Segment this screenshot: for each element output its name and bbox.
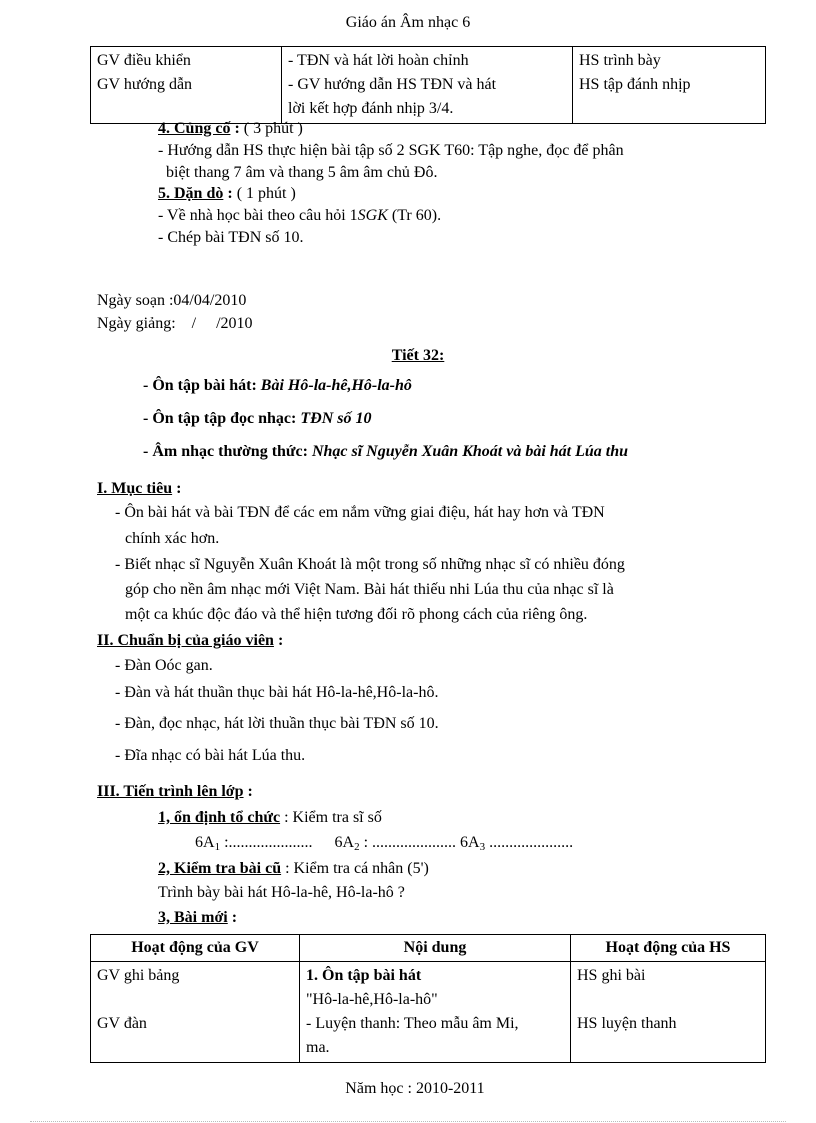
activity-noi-dung-cell bbox=[300, 962, 571, 1063]
muc-tieu-heading: I. Mục tiêu bbox=[97, 480, 173, 497]
activity-hs-line bbox=[577, 988, 759, 1012]
muc-tieu-line: một ca khúc độc đáo và thể hiện tương đối rõ phong cách của riêng ông. bbox=[125, 606, 588, 623]
header-hs: Hoạt động của HS bbox=[571, 935, 766, 962]
class-name: 6A bbox=[460, 834, 480, 851]
dan-do-line1-italic: SGK bbox=[357, 207, 388, 224]
top-col1-line: GV điều khiển bbox=[97, 52, 191, 69]
activity-gv-cell bbox=[91, 962, 300, 1063]
top-table-col3 bbox=[573, 47, 766, 124]
top-col2-line: lời kết hợp đánh nhịp 3/4. bbox=[288, 100, 454, 117]
muc-tieu-line: - Biết nhạc sĩ Nguyễn Xuân Khoát là một trong số những nhạc sĩ có nhiều đóng bbox=[115, 556, 625, 573]
dan-do-line1 bbox=[158, 207, 441, 225]
activity-hs-line: HS luyện thanh bbox=[577, 1015, 677, 1032]
page-header bbox=[0, 14, 816, 32]
activity-table bbox=[90, 934, 766, 1063]
lesson-item bbox=[143, 377, 412, 395]
chuan-bi-line: - Đàn và hát thuần thục bài hát Hô-la-hê,Hô-la-hô. bbox=[115, 684, 439, 701]
table-row bbox=[91, 962, 766, 1063]
cung-co-line: - Hướng dẫn HS thực hiện bài tập số 2 SGK T60: Tập nghe, đọc để phân bbox=[158, 142, 624, 159]
chuan-bi-suffix: : bbox=[273, 632, 284, 649]
activity-noi-dung-title: 1. Ôn tập bài hát bbox=[306, 967, 422, 984]
header-gv: Hoạt động của GV bbox=[91, 935, 300, 962]
class-dots: ..................... bbox=[485, 834, 574, 851]
activity-gv-line: GV đàn bbox=[97, 1015, 147, 1032]
top-col2-line: - GV hướng dẫn HS TĐN và hát bbox=[288, 76, 497, 93]
dan-do-line1-pre: - Về nhà học bài theo câu hỏi 1 bbox=[158, 207, 358, 224]
ngay-soan: Ngày soạn :04/04/2010 bbox=[97, 292, 247, 309]
chuan-bi-line: - Đàn Oóc gan. bbox=[115, 657, 213, 674]
dan-do-line2: - Chép bài TĐN số 10. bbox=[158, 229, 304, 246]
cung-co-duration-text: ( 3 phút ) bbox=[239, 120, 303, 137]
tien-trinh-heading: III. Tiến trình lên lớp bbox=[97, 783, 244, 800]
activity-noi-dung-line: "Hô-la-hê,Hô-la-hô" bbox=[306, 991, 438, 1008]
tien-trinh-suffix: : bbox=[243, 783, 253, 800]
muc-tieu-line: góp cho nền âm nhạc mới Việt Nam. Bài hát thiếu nhi Lúa thu của nhạc sĩ là bbox=[125, 581, 614, 598]
cung-co-colon: : bbox=[230, 120, 240, 137]
top-table-col1 bbox=[91, 47, 282, 124]
kiem-tra-question: Trình bày bài hát Hô-la-hê, Hô-la-hô ? bbox=[158, 884, 405, 901]
lesson-item-label: - Âm nhạc thường thức: bbox=[143, 443, 312, 460]
lesson-item-value: Bài Hô-la-hê,Hô-la-hô bbox=[260, 377, 412, 394]
on-dinh-row bbox=[158, 809, 382, 827]
activity-hs-cell bbox=[571, 962, 766, 1063]
class-sub: 3 bbox=[479, 841, 486, 853]
kiem-tra-row bbox=[158, 860, 429, 878]
chuan-bi-heading: II. Chuẩn bị của giáo viên bbox=[97, 632, 274, 649]
kiem-tra-text: : Kiểm tra cá nhân (5') bbox=[281, 860, 429, 877]
activity-noi-dung-line: ma. bbox=[306, 1039, 330, 1056]
cung-co-line: biệt thang 7 âm và thang 5 âm âm chủ Đô. bbox=[166, 164, 438, 181]
on-dinh-text: : Kiểm tra sĩ số bbox=[280, 809, 382, 826]
tien-trinh-heading-row bbox=[97, 783, 253, 801]
lesson-item-value: Nhạc sĩ Nguyễn Xuân Khoát và bài hát Lúa thu bbox=[311, 443, 629, 460]
class-dots: :..................... bbox=[220, 834, 313, 851]
dan-do-line1-post: (Tr 60). bbox=[387, 207, 442, 224]
ngay-giang: Ngày giảng: / /2010 bbox=[97, 315, 253, 332]
footer-divider bbox=[30, 1121, 786, 1122]
lesson-item-value: TĐN số 10 bbox=[300, 410, 372, 427]
top-col3-line: HS trình bày bbox=[579, 52, 661, 69]
class-sub: 2 bbox=[354, 841, 360, 853]
class-list bbox=[195, 834, 573, 853]
activity-gv-line bbox=[97, 988, 293, 1012]
muc-tieu-heading-row bbox=[97, 480, 181, 498]
lesson-title: Tiết 32: bbox=[391, 347, 445, 364]
lesson-item-label: - Ôn tập bài hát: bbox=[143, 377, 261, 394]
class-dots: : ..................... bbox=[359, 834, 457, 851]
activity-hs-line: HS ghi bài bbox=[577, 967, 646, 984]
header-title: Giáo án Âm nhạc 6 bbox=[345, 14, 471, 31]
class-item bbox=[195, 834, 313, 851]
bai-moi-suffix: : bbox=[227, 909, 238, 926]
activity-gv-line: GV ghi bảng bbox=[97, 967, 180, 984]
dan-do-colon: : bbox=[223, 185, 233, 202]
muc-tieu-line: - Ôn bài hát và bài TĐN để các em nắm vững giai điệu, hát hay hơn và TĐN bbox=[115, 504, 605, 521]
top-col3-line: HS tập đánh nhịp bbox=[579, 76, 691, 93]
activity-noi-dung-line: - Luyện thanh: Theo mẫu âm Mi, bbox=[306, 1015, 519, 1032]
chuan-bi-line: - Đĩa nhạc có bài hát Lúa thu. bbox=[115, 747, 306, 764]
bai-moi-row bbox=[158, 909, 237, 927]
muc-tieu-suffix: : bbox=[172, 480, 182, 497]
dan-do-section bbox=[158, 185, 296, 203]
lesson-item-label: - Ôn tập tập đọc nhạc: bbox=[143, 410, 301, 427]
dan-do-duration-text: ( 1 phút ) bbox=[232, 185, 296, 202]
top-table bbox=[90, 46, 766, 124]
kiem-tra-heading: 2, Kiểm tra bài cũ bbox=[158, 860, 282, 877]
on-dinh-heading: 1, ổn định tổ chức bbox=[158, 809, 281, 826]
muc-tieu-line: chính xác hơn. bbox=[125, 530, 220, 547]
top-table-col2 bbox=[282, 47, 573, 124]
bai-moi-heading: 3, Bài mới bbox=[158, 909, 228, 926]
page-footer: Năm học : 2010-2011 bbox=[345, 1080, 485, 1097]
class-item bbox=[460, 834, 573, 851]
cung-co-heading: 4. Củng cố bbox=[158, 120, 231, 137]
chuan-bi-line: - Đàn, đọc nhạc, hát lời thuần thục bài TĐN số 10. bbox=[115, 715, 439, 732]
lesson-item bbox=[143, 410, 371, 428]
lesson-item bbox=[143, 443, 628, 461]
class-name: 6A bbox=[334, 834, 355, 851]
cung-co-section bbox=[158, 120, 303, 138]
activity-table-header bbox=[91, 935, 766, 962]
header-noi-dung: Nội dung bbox=[300, 935, 571, 962]
top-col1-line: GV hướng dẫn bbox=[97, 76, 193, 93]
chuan-bi-heading-row bbox=[97, 632, 283, 650]
dan-do-heading: 5. Dặn dò bbox=[158, 185, 224, 202]
class-sub: 1 bbox=[214, 841, 221, 853]
top-col2-line: - TĐN và hát lời hoàn chỉnh bbox=[288, 52, 469, 69]
class-name: 6A bbox=[195, 834, 215, 851]
class-item bbox=[335, 834, 457, 851]
